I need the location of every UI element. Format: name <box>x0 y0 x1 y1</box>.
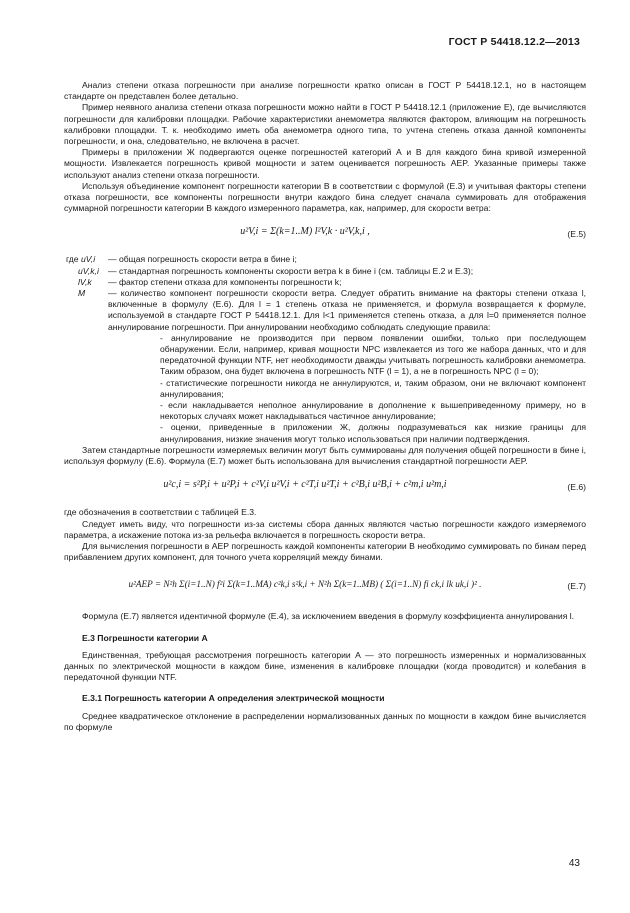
paragraph: Анализ степени отказа погрешности при анализе погрешности кратко описан в ГОСТ Р 54418.12.1, но в настоящем стандарте он представлен более детально. <box>64 80 586 102</box>
definitions-list <box>64 254 586 332</box>
definition-row <box>64 288 586 333</box>
formula-e6-body: u²c,i = s²P,i + u²P,i + c²V,i u²V,i + c²T,i u²T,i + c²B,i u²B,i + c²m,i u²m,i <box>163 479 447 491</box>
formula-e5 <box>64 216 586 252</box>
paragraph: Примеры в приложении Ж подвергаются оценке погрешностей категорий А и В для каждого бина кривой измеренной мощности. Извлекается погрешность кривой мощности и затем оценивается погрешность AEP. Указанные примеры также используют анализ степени отказа погрешности. <box>64 147 586 180</box>
page-number: 43 <box>568 858 580 869</box>
formula-e5-body: u²V,i = Σ(k=1..M) l²V,k · u²V,k,i , <box>240 226 370 238</box>
paragraph: Формула (Е.7) является идентичной формуле (Е.4), за исключением введения в формулу коэффициента аннулирования l. <box>82 611 575 622</box>
formula-e6-number: (Е.6) <box>567 482 586 493</box>
formula-e7 <box>64 565 586 609</box>
section-heading: Е.3 Погрешности категории А <box>82 632 208 643</box>
rule-item: - статистические погрешности никогда не аннулируются, и, таким образом, они не включают компонент аннулирования; <box>160 377 586 399</box>
paragraph: Пример неявного анализа степени отказа погрешности можно найти в ГОСТ Р 54418.12.1 (приложение Е), где вычисляются погрешности для калибровки площадки. Рабочие характеристики анемометра являются фактором, влияющим на погрешность калибровки площадки. Т. к. необходимо иметь оба анемометра одного типа, то учтена степень отказа данной компоненты погрешности, и она, следовательно, не включена в расчет. <box>64 102 586 147</box>
paragraph: Среднее квадратическое отклонение в распределении нормализованных данных по мощности в каждом бине вычисляется по формуле <box>64 710 586 732</box>
definition-symbol: M <box>78 288 86 299</box>
formula-e7-number: (Е.7) <box>567 581 586 592</box>
definitions-lead: где <box>66 254 79 265</box>
standard-header: ГОСТ Р 54418.12.2—2013 <box>448 36 580 48</box>
definition-symbol: uV,k,i <box>78 265 99 276</box>
paragraph: Используя объединение компонент погрешности категории В в соответствии с формулой (Е.3) и учитывая факторы степени отказа погрешности, все компоненты погрешности внутри каждого бина следует сначала суммировать для отображения суммарной погрешности категории В каждого измеренного параметра, как, например, для скорости ветра: <box>64 180 586 214</box>
paragraph: где обозначения в соответствии с таблицей Е.3. <box>64 507 257 518</box>
rule-item: - если накладывается неполное аннулирование в дополнение к вышеприведенному примеру, но в некоторых случаях может накладываться частичное аннулирование; <box>160 400 586 422</box>
definition-text: — общая погрешность скорости ветра в бине i; <box>108 254 297 265</box>
formula-e5-number: (Е.5) <box>567 229 586 240</box>
paragraph: Следует иметь виду, что погрешности из-за системы сбора данных являются частью погрешности каждого измеряемого параметра, а искажение потока из-за рельефа включается в погрешность скорости ветра. <box>64 518 586 540</box>
paragraph: Для вычисления погрешности в AEP погрешность каждой компоненты категории В необходимо суммировать по бинам перед прибавлением других компонент, для точного учета корреляций между бинами. <box>64 540 586 563</box>
formula-e7-body: u²AEP = N²h Σ(i=1..N) f²i Σ(k=1..MA) c²k,i s²k,i + N²h Σ(k=1..MB) ( Σ(i=1..N) fi ck,i lk uk,i )² . <box>128 579 482 590</box>
rule-item: - аннулирование не производится при первом появлении ошибки, только при последующем обнаружении. Если, например, кривая мощности NPC извлекается из того же набора данных, что и для передаточной функции NTF, нет необходимости дважды учитывать погрешность калибровки анемометра. Таким образом, она будет включена в погрешность NTF (l = 1), а не в погрешность NPC (l = 0); <box>160 332 586 377</box>
paragraph: Затем стандартные погрешности измеряемых величин могут быть суммированы для получения общей погрешности в бине i, используя формулу (Е.6). Формула (Е.7) может быть использована для вычисления стандартной погрешности AEP. <box>64 444 586 467</box>
rule-item: - оценки, приведенные в приложении Ж, должны подразумеваться как низкие границы для аннулирования, низкие значения могут только использоваться при наличии подтверждения. <box>160 422 586 444</box>
formula-e6 <box>64 469 586 505</box>
definition-symbol: lV,k <box>78 276 92 287</box>
definition-row <box>64 277 586 288</box>
definition-symbol: где uV,i <box>66 254 96 265</box>
definition-row <box>64 266 586 277</box>
definition-text: — количество компонент погрешности скорости ветра. Следует обратить внимание на факторы степени отказа l, включенные в формулу (Е.6). Для l = 1 степень отказа не применяется, и формула возвращается к формуле, используемой в стандарте ГОСТ Р 54418.12.1. Для l<1 применяется степень отказа, а для l=0 применяется полное аннулирование погрешности. При аннулировании необходимо соблюдать следующие правила: <box>108 288 586 332</box>
page-body <box>64 80 586 733</box>
subsection-heading: Е.3.1 Погрешность категории А определения электрической мощности <box>82 693 385 704</box>
definition-text: — фактор степени отказа для компоненты погрешности k; <box>108 276 342 287</box>
definition-row <box>64 254 586 265</box>
definition-text: — стандартная погрешность компоненты скорости ветра k в бине i (см. таблицы Е.2 и Е.3); <box>108 265 474 276</box>
paragraph: Единственная, требующая рассмотрения погрешность категории А — это погрешность измеренных и нормализованных данных по электрической мощности в каждом бине, изменения в калибровке площадки (когда проводится) и колебания в передаточной функции NTF. <box>64 649 586 683</box>
